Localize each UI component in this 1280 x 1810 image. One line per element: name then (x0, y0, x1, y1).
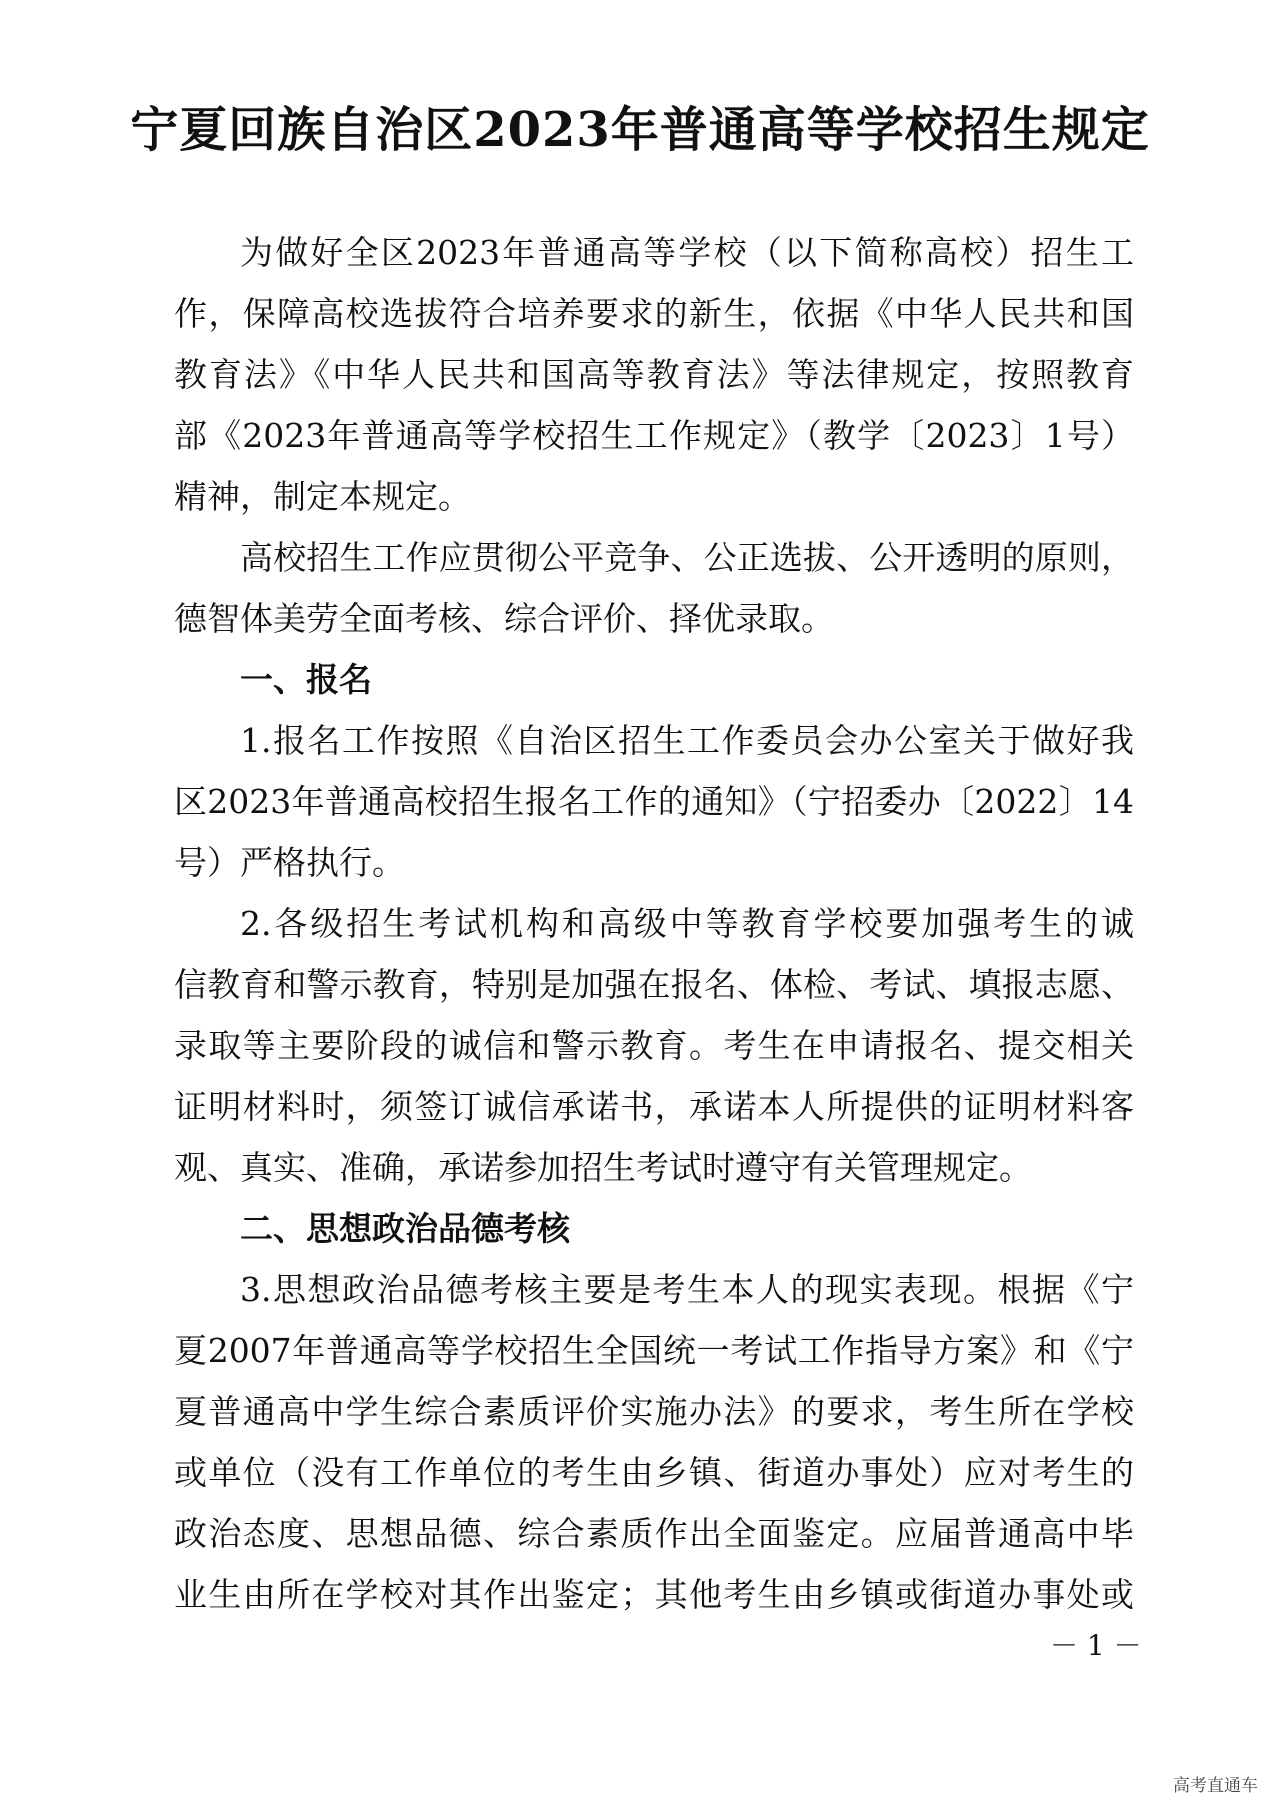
text-line: 精神，制定本规定。 (174, 477, 471, 516)
text-line: 夏普通高中学生综合素质评价实施办法》的要求，考生所在学校 (174, 1392, 1134, 1431)
text-line: 2.各级招生考试机构和高级中等教育学校要加强考生的诚 (240, 904, 1134, 943)
page-number: － 1 － (1050, 1629, 1142, 1662)
document-title: 宁夏回族自治区2023年普通高等学校招生规定 (130, 102, 1150, 158)
text-line: 高校招生工作应贯彻公平竞争、公正选拔、公开透明的原则， (240, 538, 1134, 577)
item-2-paragraph (174, 893, 1134, 1198)
intro-paragraph (174, 222, 1134, 527)
text-line: 作，保障高校选拔符合培养要求的新生，依据《中华人民共和国 (174, 294, 1134, 333)
text-line: 号）严格执行。 (174, 843, 405, 882)
item-3-paragraph (174, 1259, 1134, 1625)
text-line: 证明材料时，须签订诚信承诺书，承诺本人所提供的证明材料客 (174, 1087, 1134, 1126)
text-line: 政治态度、思想品德、综合素质作出全面鉴定。应届普通高中毕 (174, 1514, 1134, 1553)
text-line: 教育法》《中华人民共和国高等教育法》等法律规定，按照教育 (174, 355, 1134, 394)
text-line: 区2023年普通高校招生报名工作的通知》（宁招委办〔2022〕14 (174, 782, 1134, 821)
text-line: 夏2007年普通高等学校招生全国统一考试工作指导方案》和《宁 (174, 1331, 1134, 1370)
text-line: 信教育和警示教育，特别是加强在报名、体检、考试、填报志愿、 (174, 965, 1134, 1004)
text-line: 业生由所在学校对其作出鉴定；其他考生由乡镇或街道办事处或 (174, 1575, 1134, 1614)
document-body (174, 222, 1134, 1625)
text-line: 录取等主要阶段的诚信和警示教育。考生在申请报名、提交相关 (174, 1026, 1134, 1065)
text-line: 或单位（没有工作单位的考生由乡镇、街道办事处）应对考生的 (174, 1453, 1134, 1492)
text-line: 部《2023年普通高等学校招生工作规定》（教学〔2023〕1号） (174, 416, 1134, 455)
item-1-paragraph (174, 710, 1134, 893)
text-line: 1.报名工作按照《自治区招生工作委员会办公室关于做好我 (240, 721, 1134, 760)
section-heading-moral-assessment: 二、思想政治品德考核 (240, 1209, 570, 1248)
principle-paragraph (174, 527, 1134, 649)
text-line: 德智体美劳全面考核、综合评价、择优录取。 (174, 599, 834, 638)
section-heading-registration: 一、报名 (240, 660, 372, 699)
text-line: 3.思想政治品德考核主要是考生本人的现实表现。根据《宁 (240, 1270, 1134, 1309)
text-line: 为做好全区2023年普通高等学校（以下简称高校）招生工 (240, 233, 1134, 272)
text-line: 观、真实、准确，承诺参加招生考试时遵守有关管理规定。 (174, 1148, 1032, 1187)
watermark: 高考直通车 (1173, 1776, 1258, 1796)
